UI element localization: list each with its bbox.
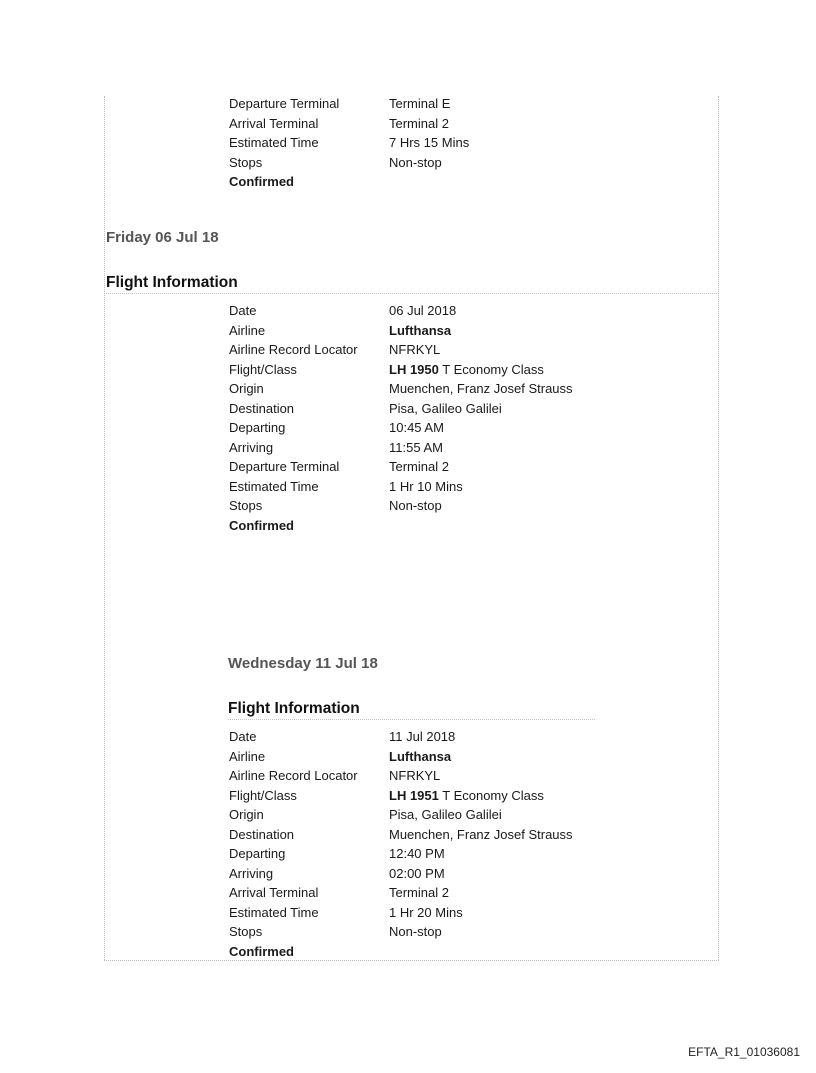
detail-label: Stops bbox=[229, 498, 263, 513]
detail-label: Arriving bbox=[229, 439, 274, 455]
segment-top-details bbox=[229, 94, 469, 192]
detail-value: 02:00 PM bbox=[389, 865, 445, 881]
detail-label: Departing bbox=[229, 846, 286, 861]
detail-row-stops bbox=[229, 496, 573, 516]
detail-row-departing bbox=[229, 844, 573, 864]
detail-label: Estimated Time bbox=[229, 135, 319, 150]
detail-label: Arrival Terminal bbox=[229, 115, 319, 131]
detail-label: Airline bbox=[229, 748, 266, 764]
detail-value: Muenchen, Franz Josef Strauss bbox=[389, 381, 573, 396]
detail-label: Flight/Class bbox=[229, 361, 297, 377]
status-confirmed: Confirmed bbox=[229, 943, 294, 959]
detail-row-airline bbox=[229, 747, 573, 767]
detail-value: 12:40 PM bbox=[389, 846, 445, 861]
detail-value: 06 Jul 2018 bbox=[389, 303, 457, 318]
detail-label: Estimated Time bbox=[229, 478, 319, 494]
detail-row-estimated bbox=[229, 477, 573, 497]
detail-label: Origin bbox=[229, 381, 264, 396]
detail-value: 11 Jul 2018 bbox=[389, 729, 456, 744]
detail-value bbox=[389, 786, 544, 806]
detail-value: Terminal 2 bbox=[389, 459, 449, 474]
flight-class: T Economy Class bbox=[438, 361, 544, 377]
flight-number: LH 1951 bbox=[389, 787, 439, 803]
section-title: Flight Information bbox=[106, 274, 717, 294]
detail-label: Airline Record Locator bbox=[229, 342, 358, 357]
detail-row-terminal bbox=[229, 883, 573, 903]
detail-label: Destination bbox=[229, 826, 295, 842]
detail-label: Departure Terminal bbox=[229, 459, 340, 474]
detail-row-locator bbox=[229, 766, 573, 786]
detail-label: Estimated Time bbox=[229, 904, 319, 920]
detail-value: NFRKYL bbox=[389, 768, 441, 783]
detail-value: 11:55 AM bbox=[389, 439, 443, 455]
detail-row-stops bbox=[229, 922, 573, 942]
detail-row bbox=[229, 133, 469, 153]
day-heading: Wednesday 11 Jul 18 bbox=[228, 655, 378, 672]
detail-row-flight bbox=[229, 786, 573, 806]
detail-row-departing bbox=[229, 418, 573, 438]
section-title: Flight Information bbox=[228, 700, 595, 720]
detail-row bbox=[229, 114, 469, 134]
detail-value: Terminal E bbox=[389, 96, 451, 111]
detail-label: Airline Record Locator bbox=[229, 768, 358, 783]
detail-label: Arrival Terminal bbox=[229, 885, 319, 900]
detail-row-estimated bbox=[229, 903, 573, 923]
detail-value bbox=[389, 360, 544, 380]
detail-row bbox=[229, 94, 469, 114]
detail-row-terminal bbox=[229, 457, 573, 477]
flight-class: T Economy Class bbox=[438, 787, 544, 803]
detail-row-arriving bbox=[229, 438, 573, 458]
detail-label: Arriving bbox=[229, 865, 274, 881]
detail-label: Origin bbox=[229, 807, 264, 822]
day-heading: Friday 06 Jul 18 bbox=[106, 229, 219, 246]
flight-details-day2 bbox=[229, 727, 573, 961]
detail-label: Departure Terminal bbox=[229, 96, 340, 111]
detail-row-origin bbox=[229, 379, 573, 399]
detail-value: 7 Hrs 15 Mins bbox=[389, 135, 470, 150]
detail-value: Lufthansa bbox=[389, 748, 452, 764]
detail-label: Stops bbox=[229, 154, 263, 170]
detail-row-origin bbox=[229, 805, 573, 825]
flight-details-day1 bbox=[229, 301, 573, 535]
detail-row-arriving bbox=[229, 864, 573, 884]
detail-label: Airline bbox=[229, 322, 266, 338]
detail-value: 10:45 AM bbox=[389, 420, 444, 435]
detail-row-locator bbox=[229, 340, 573, 360]
detail-value: Muenchen, Franz Josef Strauss bbox=[389, 826, 573, 842]
frame-left-border bbox=[104, 96, 105, 960]
frame-right-border bbox=[718, 96, 719, 960]
detail-value: Pisa, Galileo Galilei bbox=[389, 807, 502, 822]
detail-value: Lufthansa bbox=[389, 322, 452, 338]
detail-row-airline bbox=[229, 321, 573, 341]
detail-row-flight bbox=[229, 360, 573, 380]
flight-number: LH 1950 bbox=[389, 361, 439, 377]
detail-value: Non-stop bbox=[389, 154, 442, 170]
detail-value: NFRKYL bbox=[389, 342, 441, 357]
detail-value: Terminal 2 bbox=[389, 885, 449, 900]
detail-row-date bbox=[229, 727, 573, 747]
detail-value: 1 Hr 20 Mins bbox=[389, 904, 463, 920]
detail-row-date bbox=[229, 301, 573, 321]
detail-value: Pisa, Galileo Galilei bbox=[389, 400, 502, 416]
status-confirmed: Confirmed bbox=[229, 174, 294, 189]
detail-value: Terminal 2 bbox=[389, 115, 449, 131]
detail-value: Non-stop bbox=[389, 498, 442, 513]
detail-row bbox=[229, 153, 469, 173]
detail-row-destination bbox=[229, 399, 573, 419]
detail-label: Flight/Class bbox=[229, 787, 297, 803]
detail-row-destination bbox=[229, 825, 573, 845]
status-confirmed: Confirmed bbox=[229, 517, 294, 533]
detail-label: Date bbox=[229, 729, 257, 744]
detail-label: Departing bbox=[229, 420, 286, 435]
detail-value: 1 Hr 10 Mins bbox=[389, 478, 463, 494]
detail-value: Non-stop bbox=[389, 924, 442, 939]
detail-label: Stops bbox=[229, 924, 263, 939]
document-id: EFTA_R1_01036081 bbox=[688, 1045, 800, 1059]
detail-label: Destination bbox=[229, 400, 295, 416]
detail-label: Date bbox=[229, 303, 257, 318]
